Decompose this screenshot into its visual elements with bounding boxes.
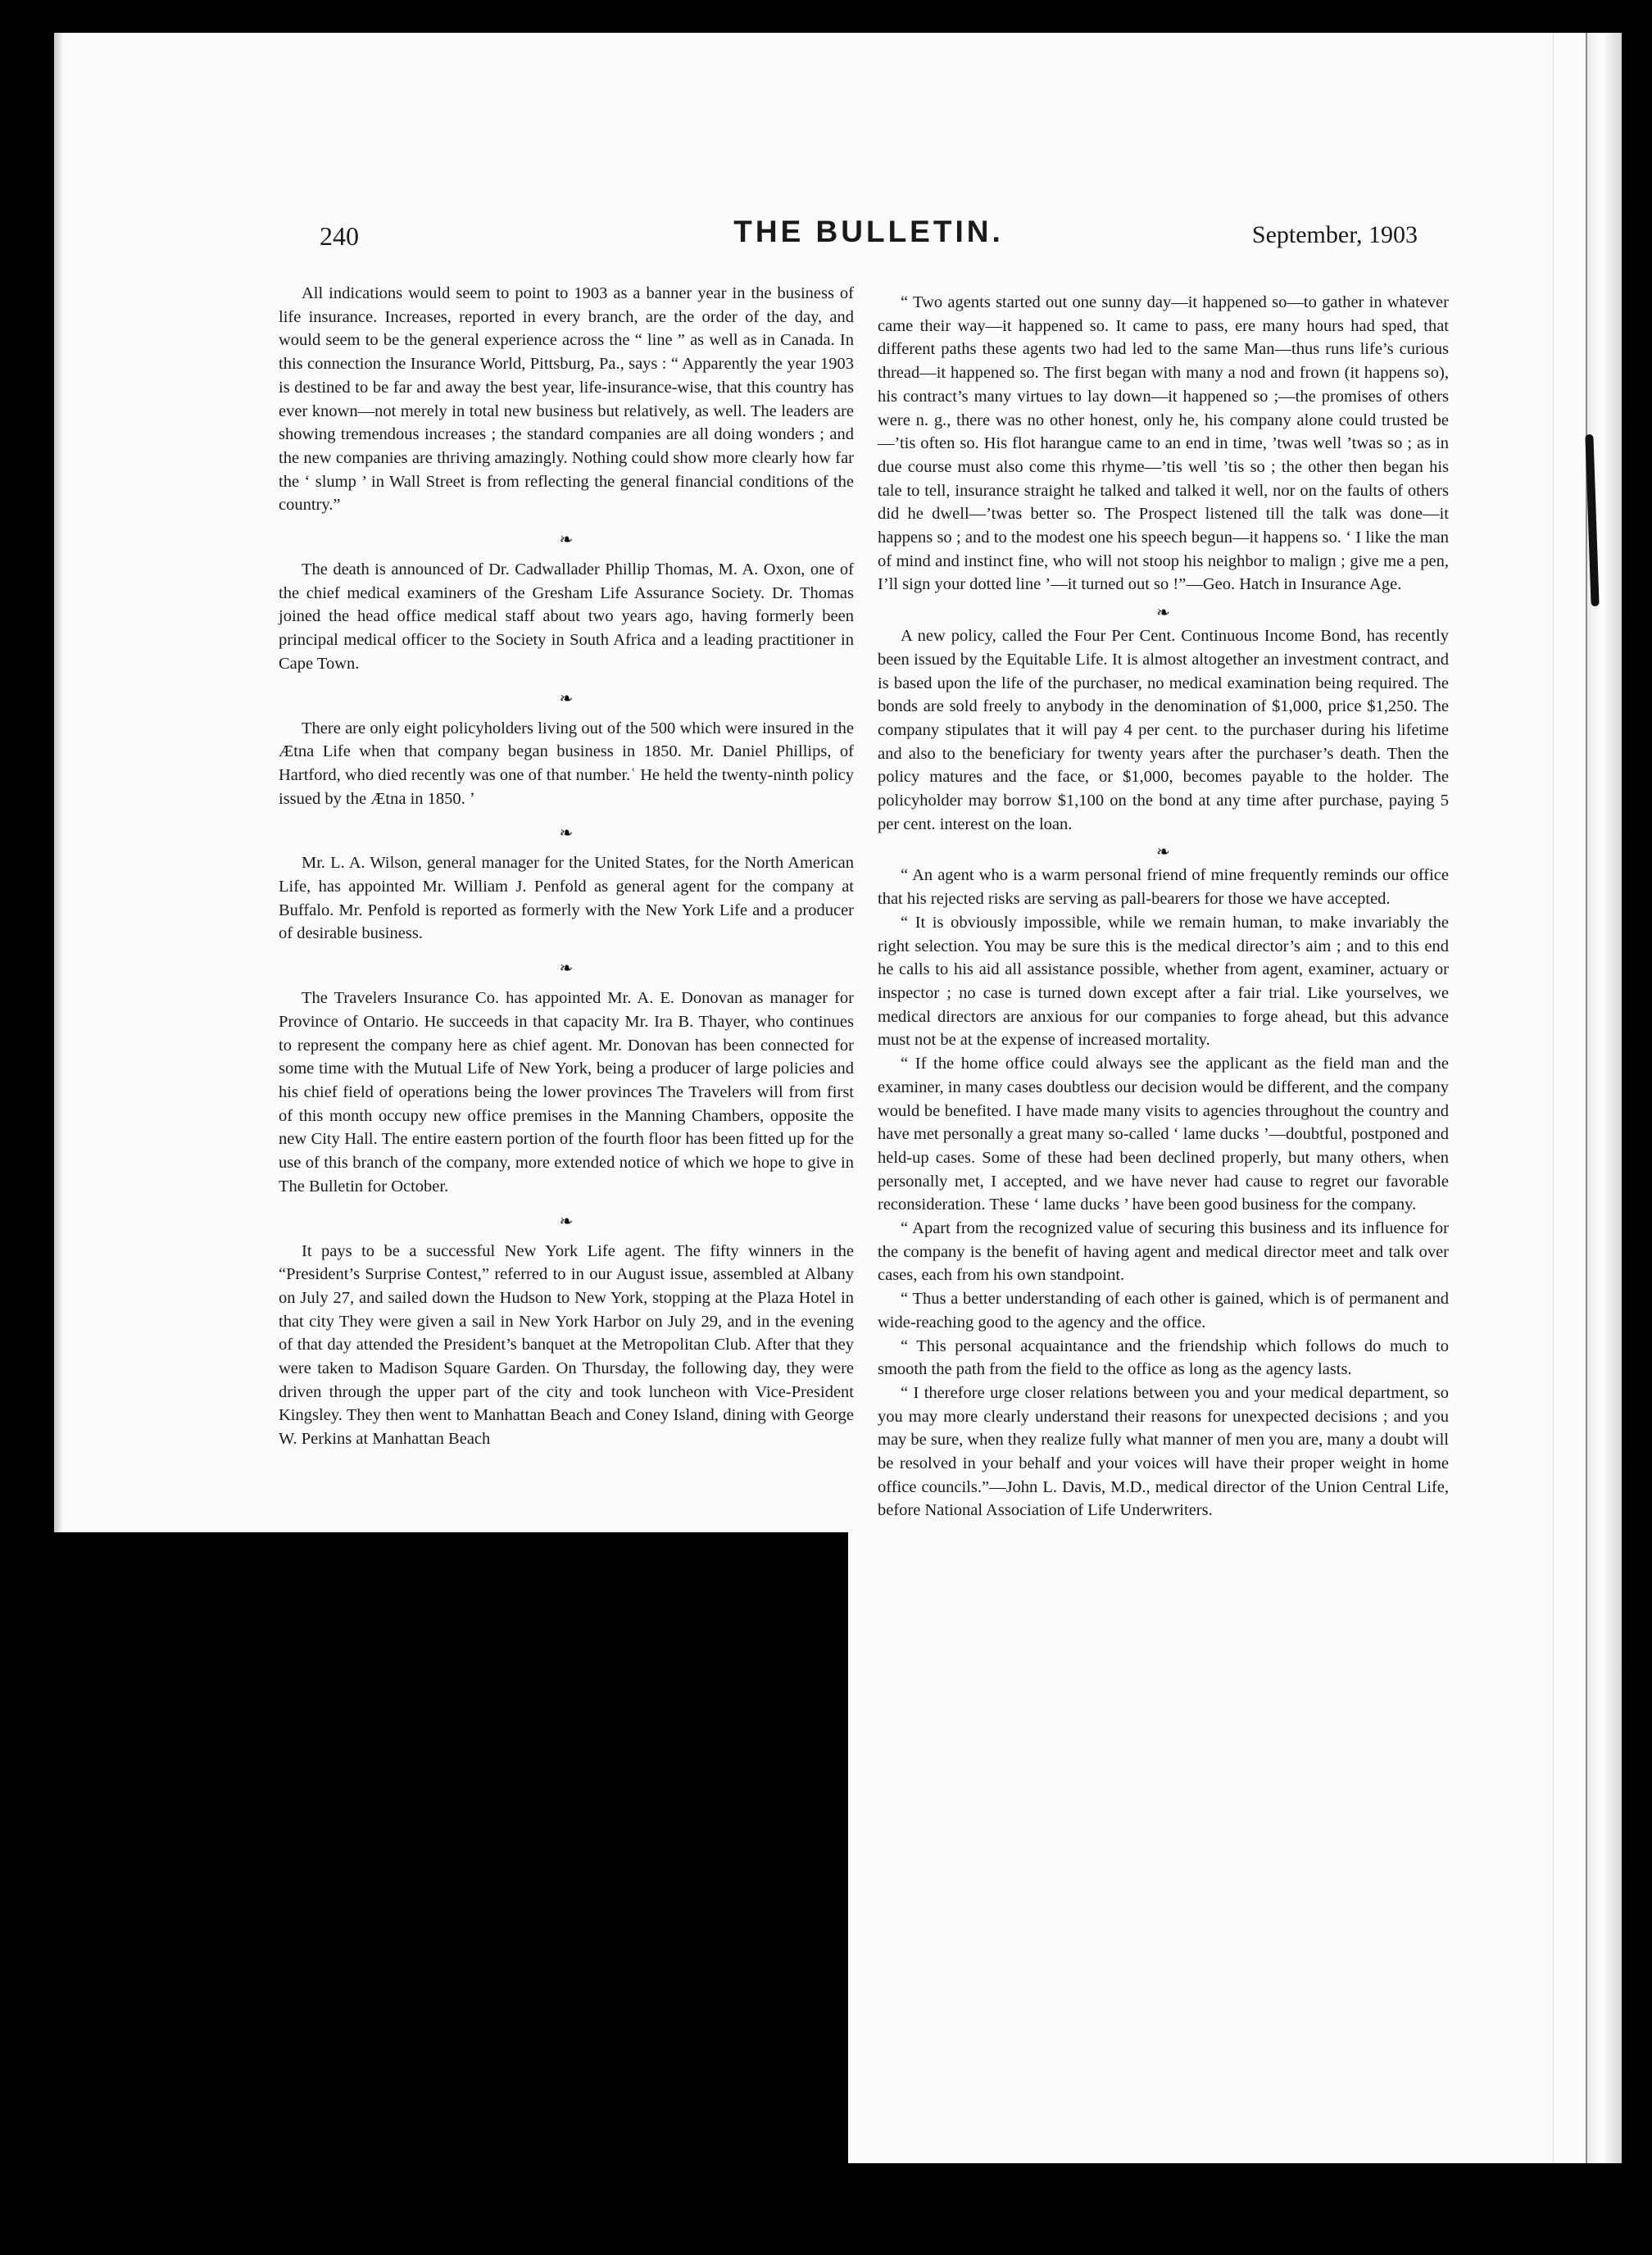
page-header — [320, 215, 1418, 264]
quote-paragraph: “ It is obviously impossible, while we remain human, to make invariably the right selection. You may be sure this is the medical director’s aim ; and to this end he calls to his aid all assistance possible, whether from agent, examiner, actuary or inspector ; no case is turned down except after a fair trial. Like yourselves, we medical directors are anxious for our companies to forge ahead, but this advance must not be at the expense of increased mortality. — [878, 913, 1449, 1050]
quote-paragraph: “ Apart from the recognized value of securing this business and its influence for the company is the benefit of having agent and medical director meet and talk over cases, each from his own standpoint. — [878, 1219, 1449, 1285]
ornament-icon: ❧ — [559, 824, 574, 843]
fold-shadow — [1586, 33, 1587, 2163]
page-number: 240 — [320, 221, 359, 251]
quote-paragraph: “ This personal acquaintance and the friendship which follows do much to smooth the path from the field to the office as long as the agency lasts. — [878, 1336, 1449, 1379]
article-wilson-penfold: Mr. L. A. Wilson, general manager for the United States, for the North American Life, has appointed Mr. William J. Penfold as general agent for the company at Buffalo. Mr. Penfold is reported as formerly with the New York Life and a producer of desirable business. — [279, 854, 854, 943]
right-column — [878, 291, 1449, 1522]
article-death-notice: The death is announced of Dr. Cadwallader Phillip Thomas, M. A. Oxon, one of the chief medical examiners of the Gresham Life Assurance Society. Dr. Thomas joined the head office medical staff about two years ago, having formerly been principal medical officer to the Society in South Africa and a leading practitioner in Cape Town. — [279, 560, 854, 673]
publication-title: THE BULLETIN. — [733, 215, 1004, 248]
scan-border — [0, 1532, 848, 2255]
ornament-icon: ❧ — [559, 689, 574, 708]
left-column — [279, 282, 854, 1451]
ornament-icon: ❧ — [1156, 843, 1170, 862]
scan-border-bottom — [0, 2163, 1652, 2255]
quote-paragraph: “ If the home office could always see the applicant as the field man and the examiner, in many cases doubtless our decision would be different, and the company would be benefited. I have made many visits to agencies throughout the country and have met personally a great many so-called ‘ lame ducks ’—doubtful, postponed and held-up cases. Some of these had been declined properly, but many others, when personally met, I accepted, and we have never had cause to regret our favorable reconsideration. These ‘ lame ducks ’ have been good business for the company. — [878, 1055, 1449, 1214]
quote-paragraph: “ Thus a better understanding of each other is gained, which is of permanent and wide-reaching good to the agency and the office. — [878, 1290, 1449, 1332]
article-banner-year: All indications would seem to point to 1903 as a banner year in the business of life insurance. Increases, reported in every branch, are the order of the day, and would seem to be the general experience across the “ line ” as well as in Canada. In this connection the Insurance World, Pittsburg, Pa., says : “ Apparently the year 1903 is destined to be far and away the best year, life-insurance-wise, that this country has ever known—not merely in total new business but relatively, as well. The leaders are showing tremendous increases ; the standard companies are all doing wonders ; and the new companies are thriving amazingly. Nothing could show more clearly how far the ‘ slump ’ in Wall Street is from reflecting the general financial conditions of the country.” — [279, 284, 854, 515]
article-travelers-donovan: The Travelers Insurance Co. has appointed Mr. A. E. Donovan as manager for Province of Ontario. He succeeds in that capacity Mr. Ira B. Thayer, who continues to represent the company here as chief agent. Mr. Donovan has been connected for some time with the Mutual Life of New York, being a producer of large policies and his chief field of operations being the lower provinces The Travelers will from first of this month occupy new office premises in the Manning Chambers, opposite the new City Hall. The entire eastern portion of the fourth floor has been fitted up for the use of this branch of the company, more extended notice of which we hope to give in The Bulletin for October. — [279, 989, 854, 1196]
page-crease — [1553, 33, 1554, 2163]
issue-date: September, 1903 — [1251, 221, 1418, 248]
article-equitable-bond: A new policy, called the Four Per Cent. Continuous Income Bond, has recently been issued by the Equitable Life. It is almost altogether an investment contract, and is based upon the life of the purchaser, no medical examination being required. The bonds are sold freely to anybody in the denomination of $1,000, price $1,250. The company stipulates that it will pay 4 per cent. to the purchaser during his lifetime and also to the beneficiary for twenty years after the purchaser’s death. Then the policy matures and the face, or $1,000, becomes payable to the holder. The policyholder may borrow $1,100 on the bond at any time after purchase, paying 5 per cent. interest on the loan. — [878, 627, 1449, 833]
ornament-icon: ❧ — [559, 1212, 574, 1231]
article-two-agents-poem: “ Two agents started out one sunny day—it happened so—to gather in whatever came their way—it happened so. It came to pass, ere many hours had sped, that different paths these agents two had led to the same Man—thus runs life’s curious thread—it happened so. The first began with many a nod and frown (it happens so), his contract’s many virtues to lay down—it happened so ;—the promises of others were n. g., there was no other honest, only he, his company alone could trusted be—’tis often so. His flot harangue came to an end in time, ’twas well ’twas so ; as in due course must also come this rhyme—’tis well ’tis so ; the other then began his tale to tell, insurance straight he talked and talked it well, nor on the faults of others did he dwell—’twas better so. The Prospect listened till the talk was done—it happens so ; and to the modest one his speech begun—it happens so. ‘ I like the man of mind and instinct fine, who will not stoop his neighbor to malign ; give me a pen, I’ll sign your dotted line ’—it turned out so !”—Geo. Hatch in Insurance Age. — [878, 293, 1449, 594]
ornament-icon: ❧ — [559, 531, 574, 550]
next-page-edge — [1586, 33, 1622, 2163]
ornament-icon: ❧ — [1156, 604, 1170, 623]
article-aetna-policyholders: There are only eight policyholders living out of the 500 which were insured in the Ætna Life when that company began business in 1850. Mr. Daniel Phillips, of Hartford, who died recently was one of that number.ʿ He held the twenty-ninth policy issued by the Ætna in 1850. ʼ — [279, 719, 854, 808]
ornament-icon: ❧ — [559, 960, 574, 978]
quote-paragraph-attribution: “ I therefore urge closer relations between you and your medical department, so you may more clearly understand their reasons for unexpected decisions ; and you may be sure, when they realize fully what manner of men you are, many a doubt will be resolved in your behalf and your voices will have their proper weight in home office councils.”—John L. Davis, M.D., medical director of the Union Central Life, before National Association of Life Underwriters. — [878, 1383, 1449, 1520]
article-new-york-life: It pays to be a successful New York Life agent. The fifty winners in the “President’s Surprise Contest,” referred to in our August issue, assembled at Albany on July 27, and sailed down the Hudson to New York, stopping at the Plaza Hotel in that city They were given a sail in New York Harbor on July 29, and in the evening of that day attended the President’s banquet at the Metropolitan Club. After that they were taken to Madison Square Garden. On Thursday, the following day, they were driven through the upper part of the city and took luncheon with Vice-President Kingsley. They then went to Manhattan Beach and Coney Island, dining with George W. Perkins at Manhattan Beach — [279, 1241, 854, 1449]
quote-paragraph: “ An agent who is a warm personal friend of mine frequently reminds our office that his rejected risks are serving as pall-bearers for those we have accepted. — [878, 866, 1449, 909]
